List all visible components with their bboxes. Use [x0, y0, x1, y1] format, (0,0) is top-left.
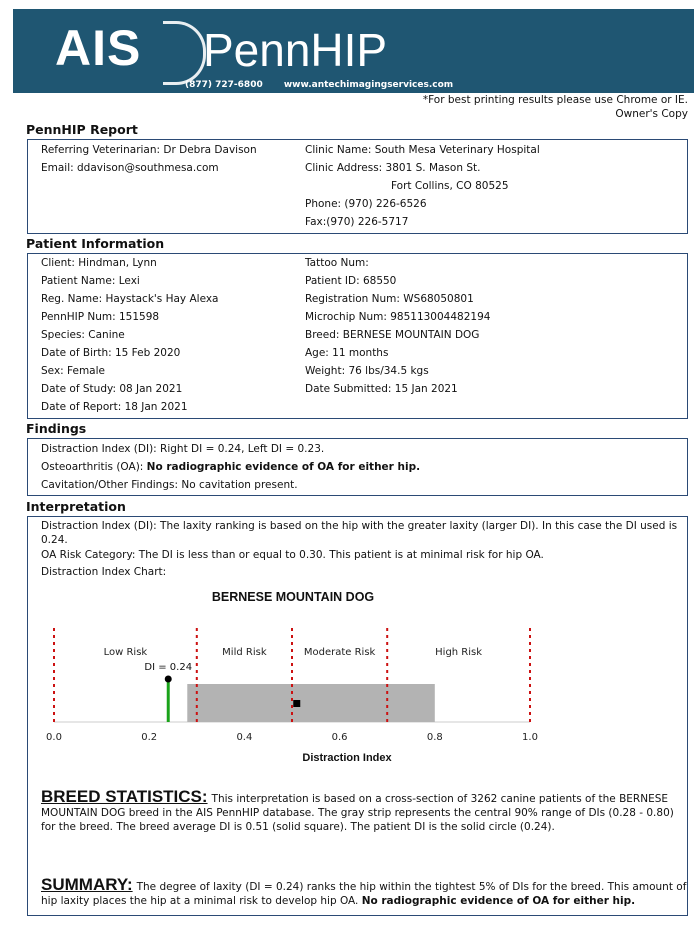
patient-field: Patient Name: Lexi — [41, 275, 140, 287]
x-tick-label: 0.8 — [426, 732, 443, 743]
patient-di-label: DI = 0.24 — [144, 662, 193, 673]
clinic-phone: Phone: (970) 226-6526 — [305, 198, 427, 210]
x-tick-label: 1.0 — [522, 732, 538, 743]
interp-line2: OA Risk Category: The DI is less than or equal to 0.30. This patient is at minimal risk for hip OA. — [41, 549, 544, 561]
logo-pennhip: PennHIP — [203, 24, 388, 76]
findings-oa-value: No radiographic evidence of OA for either hip. — [146, 461, 421, 473]
interp-line1: Distraction Index (DI): The laxity ranking is based on the hip with the greater laxity (larger DI). In this case the DI used is 0.24. — [41, 520, 678, 546]
interp-line3: Distraction Index Chart: — [41, 566, 167, 578]
x-tick-label: 0.4 — [236, 732, 253, 743]
patient-field: Date of Report: 18 Jan 2021 — [41, 401, 188, 413]
clinic-name: Clinic Name: South Mesa Veterinary Hospital — [305, 144, 540, 156]
breed-stats-heading: BREED STATISTICS: — [41, 787, 208, 806]
x-axis-label: Distraction Index — [302, 752, 392, 764]
chart-title: BERNESE MOUNTAIN DOG — [211, 590, 375, 604]
clinic-address: Clinic Address: 3801 S. Mason St. — [305, 162, 481, 174]
summary — [41, 875, 691, 908]
patient-field: Reg. Name: Haystack's Hay Alexa — [41, 293, 219, 305]
clinic-city: Fort Collins, CO 80525 — [391, 180, 509, 192]
print-note: *For best printing results please use Chrome or IE. — [422, 94, 688, 106]
patient-field: Age: 11 months — [305, 347, 389, 359]
summary-text: The degree of laxity (DI = 0.24) ranks the hip within the tightest 5% of DIs for the breed. This amount of hip laxity places the hip at a minimal risk to develop hip OA. — [41, 881, 687, 907]
patient-field: Species: Canine — [41, 329, 125, 341]
logo-swoosh-icon — [163, 21, 206, 85]
header-banner — [13, 9, 694, 93]
summary-heading: SUMMARY: — [41, 875, 133, 894]
logo-contact — [185, 80, 453, 90]
breed-range-strip — [187, 684, 435, 722]
patient-field: Tattoo Num: — [305, 257, 369, 269]
clinic-fax: Fax:(970) 226-5717 — [305, 216, 409, 228]
patient-field: PennHIP Num: 151598 — [41, 311, 160, 323]
breed-stats — [41, 787, 691, 834]
di-chart — [0, 600, 700, 775]
referring-vet: Referring Veterinarian: Dr Debra Davison — [41, 144, 257, 156]
print-note-block — [423, 93, 688, 121]
findings-oa-label: Osteoarthritis (OA): — [41, 461, 147, 473]
breed-average-marker — [293, 700, 300, 707]
risk-label: Moderate Risk — [303, 647, 376, 658]
risk-label: Low Risk — [103, 647, 148, 658]
risk-label: High Risk — [435, 647, 483, 658]
section-title-interpretation: Interpretation — [26, 499, 126, 514]
summary-bold: No radiographic evidence of OA for either hip. — [361, 895, 636, 907]
patient-field: Client: Hindman, Lynn — [41, 257, 157, 269]
patient-field: Registration Num: WS68050801 — [305, 293, 474, 305]
risk-label: Mild Risk — [222, 647, 267, 658]
header-phone: (877) 727-6800 — [185, 80, 263, 90]
section-title-findings: Findings — [26, 421, 87, 436]
patient-field: Date Submitted: 15 Jan 2021 — [305, 383, 458, 395]
findings-di: Distraction Index (DI): Right DI = 0.24, Left DI = 0.23. — [41, 443, 325, 455]
patient-field: Microchip Num: 985113004482194 — [305, 311, 491, 323]
patient-field: Sex: Female — [41, 365, 105, 377]
vet-email: Email: ddavison@southmesa.com — [41, 162, 219, 174]
findings-cavitation: Cavitation/Other Findings: No cavitation present. — [41, 479, 298, 491]
section-title-report: PennHIP Report — [26, 122, 138, 137]
header-website[interactable]: www.antechimagingservices.com — [283, 80, 454, 90]
logo-ais: AIS — [55, 20, 142, 76]
x-tick-label: 0.2 — [141, 732, 158, 743]
patient-field: Breed: BERNESE MOUNTAIN DOG — [305, 329, 480, 341]
section-title-patient: Patient Information — [26, 236, 165, 251]
patient-field: Weight: 76 lbs/34.5 kgs — [305, 365, 429, 377]
findings-oa — [41, 461, 420, 473]
patient-field: Date of Study: 08 Jan 2021 — [41, 383, 183, 395]
copy-label: Owner's Copy — [615, 108, 688, 120]
patient-field: Patient ID: 68550 — [305, 275, 397, 287]
breed-stats-text: This interpretation is based on a cross-section of 3262 canine patients of the BERNESE MOUNTAIN DOG breed in the AIS PennHIP database. The gray strip represents the central 90% range of DIs (0.28 - 0.80) for the breed. The breed average DI is 0.51 (solid square). The patient DI is the solid circle (0.24). — [41, 793, 674, 833]
x-tick-label: 0.0 — [46, 732, 62, 743]
patient-field: Date of Birth: 15 Feb 2020 — [41, 347, 181, 359]
x-tick-label: 0.6 — [331, 732, 348, 743]
patient-di-marker — [165, 676, 172, 683]
